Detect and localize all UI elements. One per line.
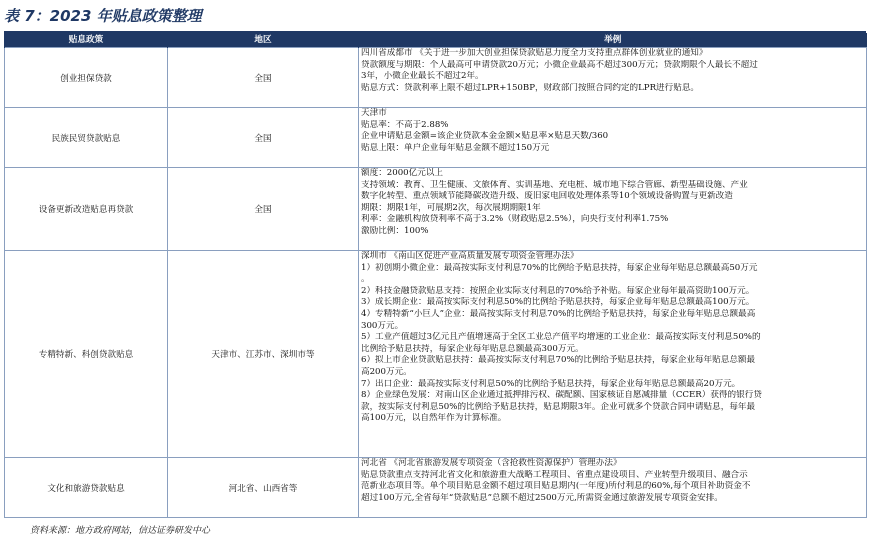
table-row xyxy=(5,458,867,518)
region-cell: 河北省、山西省等 xyxy=(168,458,359,518)
header-policy: 贴息政策 xyxy=(5,33,168,48)
policy-cell: 专精特新、科创贷款贴息 xyxy=(5,251,168,458)
header-example: 举例 xyxy=(359,33,867,48)
example-line: 8）企业绿色发展：对南山区企业通过抵押排污权、碳配额、国家核证自愿减排量（CCER）获得的银行贷 xyxy=(361,390,762,401)
region-cell: 全国 xyxy=(168,168,359,251)
example-line: 贴息贷款重点支持河北省文化和旅游重大战略工程项目、省重点建设项目、产业转型升级项目、融合示 xyxy=(361,469,748,480)
example-line: 2）科技金融贷款贴息支持：按照企业实际支付利息的70%给予补贴。每家企业每年最高资助100万元。 xyxy=(361,285,755,296)
source-note: 资料来源：地方政府网站，信达证券研发中心 xyxy=(30,526,211,536)
example-cell xyxy=(359,108,867,168)
example-line: 数字化转型、重点领域节能降碳改造升级、废旧家电回收处理体系等10个领域设备购置与更新改造 xyxy=(361,191,733,202)
table-row xyxy=(5,168,867,251)
example-line: 贴息率：不高于2.88% xyxy=(361,119,449,130)
table-title: 表 7：2023 年贴息政策整理 xyxy=(4,7,202,25)
example-line: 范新业态项目等。单个项目贴息金额不超过项目贴息期内(一年度)所付利息的60%,每个项目补助资金不 xyxy=(361,481,751,492)
example-line: 利率：金融机构放贷利率不高于3.2%（财政贴息2.5%），向央行支付利率1.75% xyxy=(361,214,669,225)
example-line: 高100万元，以自然年作为计算标准。 xyxy=(361,413,507,424)
region-cell: 全国 xyxy=(168,48,359,108)
example-line: 贴息方式：贷款利率上限不超过LPR+150BP，财政部门按照合同约定的LPR进行贴息。 xyxy=(361,82,700,93)
example-line: 。 xyxy=(361,274,370,285)
example-line: 比例给予贴息扶持，每家企业每年贴息总额最高300万元。 xyxy=(361,343,584,354)
example-line: 贴息上限：单户企业每年贴息金额不超过150万元 xyxy=(361,142,550,153)
example-line: 深圳市 《南山区促进产业高质量发展专项资金管理办法》 xyxy=(361,251,579,261)
example-line: 款，按实际支付利息50%的比例给予贴息扶持，贴息期限3年。企业可就多个贷款合同申请贴息，每年最 xyxy=(361,401,756,412)
example-line: 3）成长期企业：最高按实际支付利息50%的比例给予贴息扶持，每家企业每年贴息总额最高100万元。 xyxy=(361,297,755,308)
example-line: 300万元。 xyxy=(361,320,404,331)
example-line: 企业申请贴息金额=该企业贷款本金金额×贴息率×贴息天数/360 xyxy=(361,131,609,142)
example-line: 河北省 《河北省旅游发展专项资金（含抢救性资源保护）管理办法》 xyxy=(361,458,622,468)
region-cell: 全国 xyxy=(168,108,359,168)
example-line: 5）工业产值超过3亿元且产值增速高于全区工业总产值平均增速的工业企业：最高按实际支付利息50%的 xyxy=(361,332,761,343)
example-line: 四川省成都市 《关于进一步加大创业担保贷款贴息力度全力支持重点群体创业就业的通知》 xyxy=(361,48,708,58)
example-cell xyxy=(359,458,867,518)
policy-table xyxy=(4,33,867,518)
example-line: 3年，小微企业最长不超过2年。 xyxy=(361,71,484,82)
example-line: 高200万元。 xyxy=(361,366,412,377)
policy-cell: 文化和旅游贷款贴息 xyxy=(5,458,168,518)
example-cell xyxy=(359,168,867,251)
example-line: 7）出口企业：最高按实际支付利息50%的比例给予贴息扶持，每家企业每年贴息总额最高20万元。 xyxy=(361,378,741,389)
policy-cell: 设备更新改造贴息再贷款 xyxy=(5,168,168,251)
table-header-row xyxy=(5,33,867,48)
example-line: 额度：2000亿元以上 xyxy=(361,168,444,178)
example-line: 支持领域：教育、卫生健康、文旅体育、实训基地、充电桩、城市地下综合管廊、新型基础设施、产业 xyxy=(361,179,748,190)
example-line: 贷款额度与期限：个人最高可申请贷款20万元；小微企业最高不超过300万元；贷款期限个人最长不超过 xyxy=(361,59,758,70)
table-row xyxy=(5,251,867,458)
example-line: 期限：期限1年，可展期2次，每次展期期限1年 xyxy=(361,202,541,213)
example-line: 1）初创期小微企业：最高按实际支付利息70%的比例给予贴息扶持，每家企业每年贴息总额最高50万元 xyxy=(361,262,758,273)
example-cell xyxy=(359,251,867,458)
region-cell: 天津市、江苏市、深圳市等 xyxy=(168,251,359,458)
example-line: 6）拟上市企业贷款贴息扶持：最高按实际支付利息70%的比例给予贴息扶持，每家企业每年贴息总额最 xyxy=(361,355,756,366)
example-line: 激励比例：100% xyxy=(361,225,429,236)
header-region: 地区 xyxy=(168,33,359,48)
table-row xyxy=(5,108,867,168)
policy-cell: 民族民贸贷款贴息 xyxy=(5,108,168,168)
example-cell xyxy=(359,48,867,108)
example-line: 天津市 xyxy=(361,108,387,118)
example-line: 4）专精特新“小巨人”企业：最高按实际支付利息70%的比例给予贴息扶持，每家企业每年贴息总额最高 xyxy=(361,308,756,319)
example-line: 超过100万元,全省每年“贷款贴息”总额不超过2500万元,所需资金通过旅游发展专项资金安排。 xyxy=(361,492,723,503)
table-row xyxy=(5,48,867,108)
policy-cell: 创业担保贷款 xyxy=(5,48,168,108)
